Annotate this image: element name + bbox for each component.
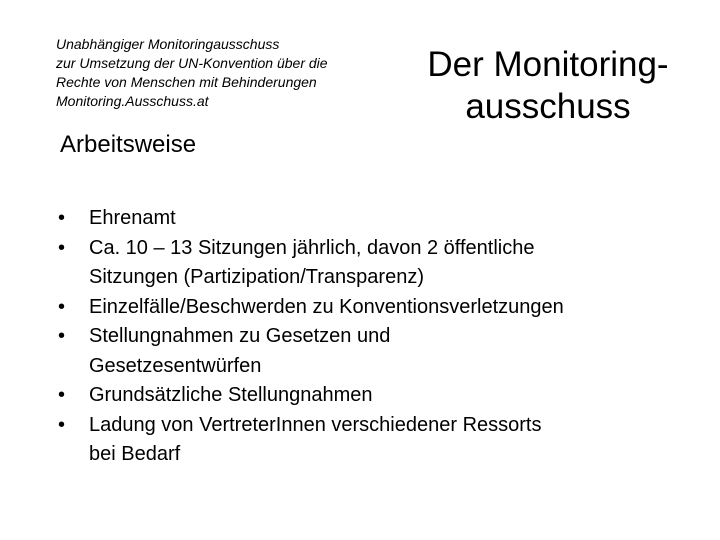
organization-name-line: zur Umsetzung der UN-Konvention über die	[56, 55, 328, 71]
bullet-text: Ehrenamt	[89, 207, 176, 229]
bullet-text: bei Bedarf	[89, 443, 181, 465]
bullet-icon: •	[58, 236, 66, 259]
bullet-text: Sitzungen (Partizipation/Transparenz)	[89, 266, 424, 288]
bullet-list	[58, 204, 698, 470]
section-heading: Arbeitsweise	[60, 131, 197, 158]
bullet-icon: •	[58, 207, 66, 229]
organization-website: Monitoring.Ausschuss.at	[56, 93, 209, 109]
slide-title-line: ausschuss	[465, 87, 631, 126]
organization-block	[56, 35, 386, 111]
bullet-item	[58, 411, 698, 470]
slide-title-line: Der Monitoring-	[427, 45, 669, 84]
bullet-text: Grundsätzliche Stellungnahmen	[89, 384, 373, 406]
bullet-icon: •	[58, 295, 66, 318]
bullet-item	[58, 381, 698, 411]
bullet-text: Stellungnahmen zu Gesetzen und	[89, 325, 391, 347]
slide-title	[398, 44, 698, 128]
bullet-text: Gesetzesentwürfen	[89, 354, 262, 377]
bullet-text: Ladung von VertreterInnen verschiedener Ressorts	[89, 413, 542, 436]
organization-name-line: Rechte von Menschen mit Behinderungen	[56, 74, 317, 90]
bullet-icon: •	[58, 413, 66, 436]
bullet-item	[58, 204, 698, 234]
bullet-text: Ca. 10 – 13 Sitzungen jährlich, davon 2 öffentliche	[89, 236, 535, 259]
organization-name-line: Unabhängiger Monitoringausschuss	[56, 36, 280, 52]
bullet-item	[58, 293, 698, 323]
bullet-text: Einzelfälle/Beschwerden zu Konventionsverletzungen	[89, 295, 564, 318]
bullet-icon: •	[58, 384, 66, 406]
bullet-item	[58, 234, 698, 293]
bullet-icon: •	[58, 325, 66, 347]
bullet-item	[58, 322, 698, 381]
